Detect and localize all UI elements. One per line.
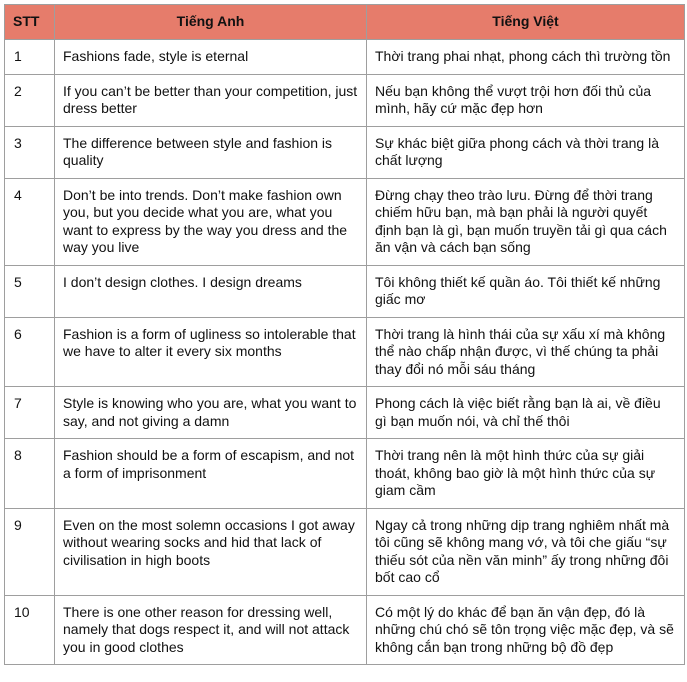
row-number-cell: 7: [5, 387, 55, 439]
vietnamese-quote-cell: Ngay cả trong những dịp trang nghiêm nhất mà tôi cũng sẽ không mang vớ, và tôi che giấu “sự thiếu sót của nền văn minh” ấy trong những đôi bốt cao cổ: [367, 508, 685, 595]
quote-table-container: [4, 4, 685, 665]
row-number-cell: 8: [5, 439, 55, 509]
table-row: [5, 439, 685, 509]
table-row: [5, 178, 685, 265]
table-row: [5, 508, 685, 595]
vietnamese-quote-cell: Nếu bạn không thể vượt trội hơn đối thủ của mình, hãy cứ mặc đẹp hơn: [367, 74, 685, 126]
english-quote-cell: Fashion should be a form of escapism, and not a form of imprisonment: [55, 439, 367, 509]
table-row: [5, 126, 685, 178]
vietnamese-quote-cell: Đừng chạy theo trào lưu. Đừng để thời trang chiếm hữu bạn, mà bạn phải là người quyết định bạn là gì, bạn muốn truyền tải gì qua cách ăn vận và cách bạn sống: [367, 178, 685, 265]
header-vietnamese: Tiếng Việt: [367, 5, 685, 40]
row-number-cell: 9: [5, 508, 55, 595]
row-number-cell: 6: [5, 317, 55, 387]
vietnamese-quote-cell: Có một lý do khác để bạn ăn vận đẹp, đó là những chú chó sẽ tôn trọng việc mặc đẹp, và sẽ không cắn bạn trong những bộ đồ đẹp: [367, 595, 685, 665]
vietnamese-quote-cell: Thời trang là hình thái của sự xấu xí mà không thể nào chấp nhận được, vì thế chúng ta phải thay đổi nó mỗi sáu tháng: [367, 317, 685, 387]
row-number-cell: 5: [5, 265, 55, 317]
english-quote-cell: I don’t design clothes. I design dreams: [55, 265, 367, 317]
english-quote-cell: Fashion is a form of ugliness so intolerable that we have to alter it every six months: [55, 317, 367, 387]
row-number-cell: 10: [5, 595, 55, 665]
table-row: [5, 387, 685, 439]
vietnamese-quote-cell: Thời trang phai nhạt, phong cách thì trường tồn: [367, 40, 685, 75]
row-number-cell: 1: [5, 40, 55, 75]
quote-table: [4, 4, 685, 665]
english-quote-cell: Even on the most solemn occasions I got away without wearing socks and hid that lack of civilisation in high boots: [55, 508, 367, 595]
table-row: [5, 40, 685, 75]
header-stt: STT: [5, 5, 55, 40]
table-row: [5, 74, 685, 126]
vietnamese-quote-cell: Phong cách là việc biết rằng bạn là ai, về điều gì bạn muốn nói, và chỉ thế thôi: [367, 387, 685, 439]
header-english: Tiếng Anh: [55, 5, 367, 40]
row-number-cell: 2: [5, 74, 55, 126]
table-row: [5, 595, 685, 665]
vietnamese-quote-cell: Sự khác biệt giữa phong cách và thời trang là chất lượng: [367, 126, 685, 178]
english-quote-cell: Fashions fade, style is eternal: [55, 40, 367, 75]
row-number-cell: 3: [5, 126, 55, 178]
english-quote-cell: If you can’t be better than your competition, just dress better: [55, 74, 367, 126]
vietnamese-quote-cell: Tôi không thiết kế quần áo. Tôi thiết kế những giấc mơ: [367, 265, 685, 317]
vietnamese-quote-cell: Thời trang nên là một hình thức của sự giải thoát, không bao giờ là một hình thức của sự giam cầm: [367, 439, 685, 509]
table-row: [5, 265, 685, 317]
english-quote-cell: There is one other reason for dressing well, namely that dogs respect it, and will not attack you in good clothes: [55, 595, 367, 665]
row-number-cell: 4: [5, 178, 55, 265]
table-header-row: [5, 5, 685, 40]
english-quote-cell: Don’t be into trends. Don’t make fashion own you, but you decide what you are, what you want to express by the way you dress and the way you live: [55, 178, 367, 265]
table-row: [5, 317, 685, 387]
english-quote-cell: The difference between style and fashion is quality: [55, 126, 367, 178]
english-quote-cell: Style is knowing who you are, what you want to say, and not giving a damn: [55, 387, 367, 439]
